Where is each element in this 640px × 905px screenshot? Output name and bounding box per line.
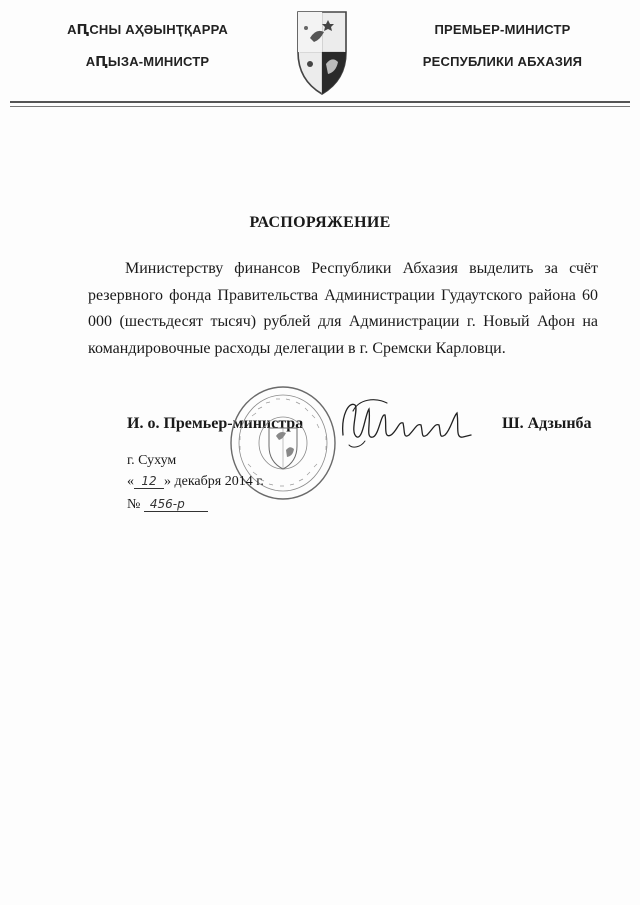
date-day: 12 bbox=[134, 474, 164, 489]
header-right-line1: ПРЕМЬЕР-МИНИСТР bbox=[434, 22, 571, 37]
document-body: Министерству финансов Республики Абхазия выделить за счёт резервного фонда Правительства Администрации Гудаутского района 60 000 (шестьдесят тысяч) рублей для Администрации г. Новый Афон на командировочные расходы делегации в г. Сремски Карловци. bbox=[88, 260, 598, 357]
document-title: РАСПОРЯЖЕНИЕ bbox=[249, 214, 391, 231]
header-left-line1: АԤСНЫ АҲӘЫНҬҚАРРА bbox=[67, 22, 228, 37]
document-number bbox=[127, 497, 208, 513]
header-rule-thick bbox=[10, 101, 630, 103]
abkhazia-coat-of-arms-icon bbox=[292, 8, 352, 96]
signatory-position: И. о. Премьер-министра bbox=[127, 415, 304, 432]
header-left-line2: АԤЫЗА-МИНИСТР bbox=[85, 54, 210, 69]
header-rule-thin bbox=[10, 106, 630, 107]
handwritten-signature-icon bbox=[335, 395, 475, 453]
number-prefix: № bbox=[127, 497, 141, 512]
number-value: 456-р bbox=[144, 497, 208, 512]
signatory-name: Ш. Адзынба bbox=[502, 415, 592, 432]
header-right bbox=[410, 22, 595, 70]
date-suffix: » декабря 2014 г. bbox=[164, 474, 264, 489]
header-right-line2: РЕСПУБЛИКИ АБХАЗИЯ bbox=[422, 54, 583, 69]
issue-date bbox=[127, 474, 264, 490]
date-prefix: « bbox=[127, 474, 134, 489]
issue-place: г. Сухум bbox=[127, 453, 177, 468]
header-left bbox=[60, 22, 235, 70]
